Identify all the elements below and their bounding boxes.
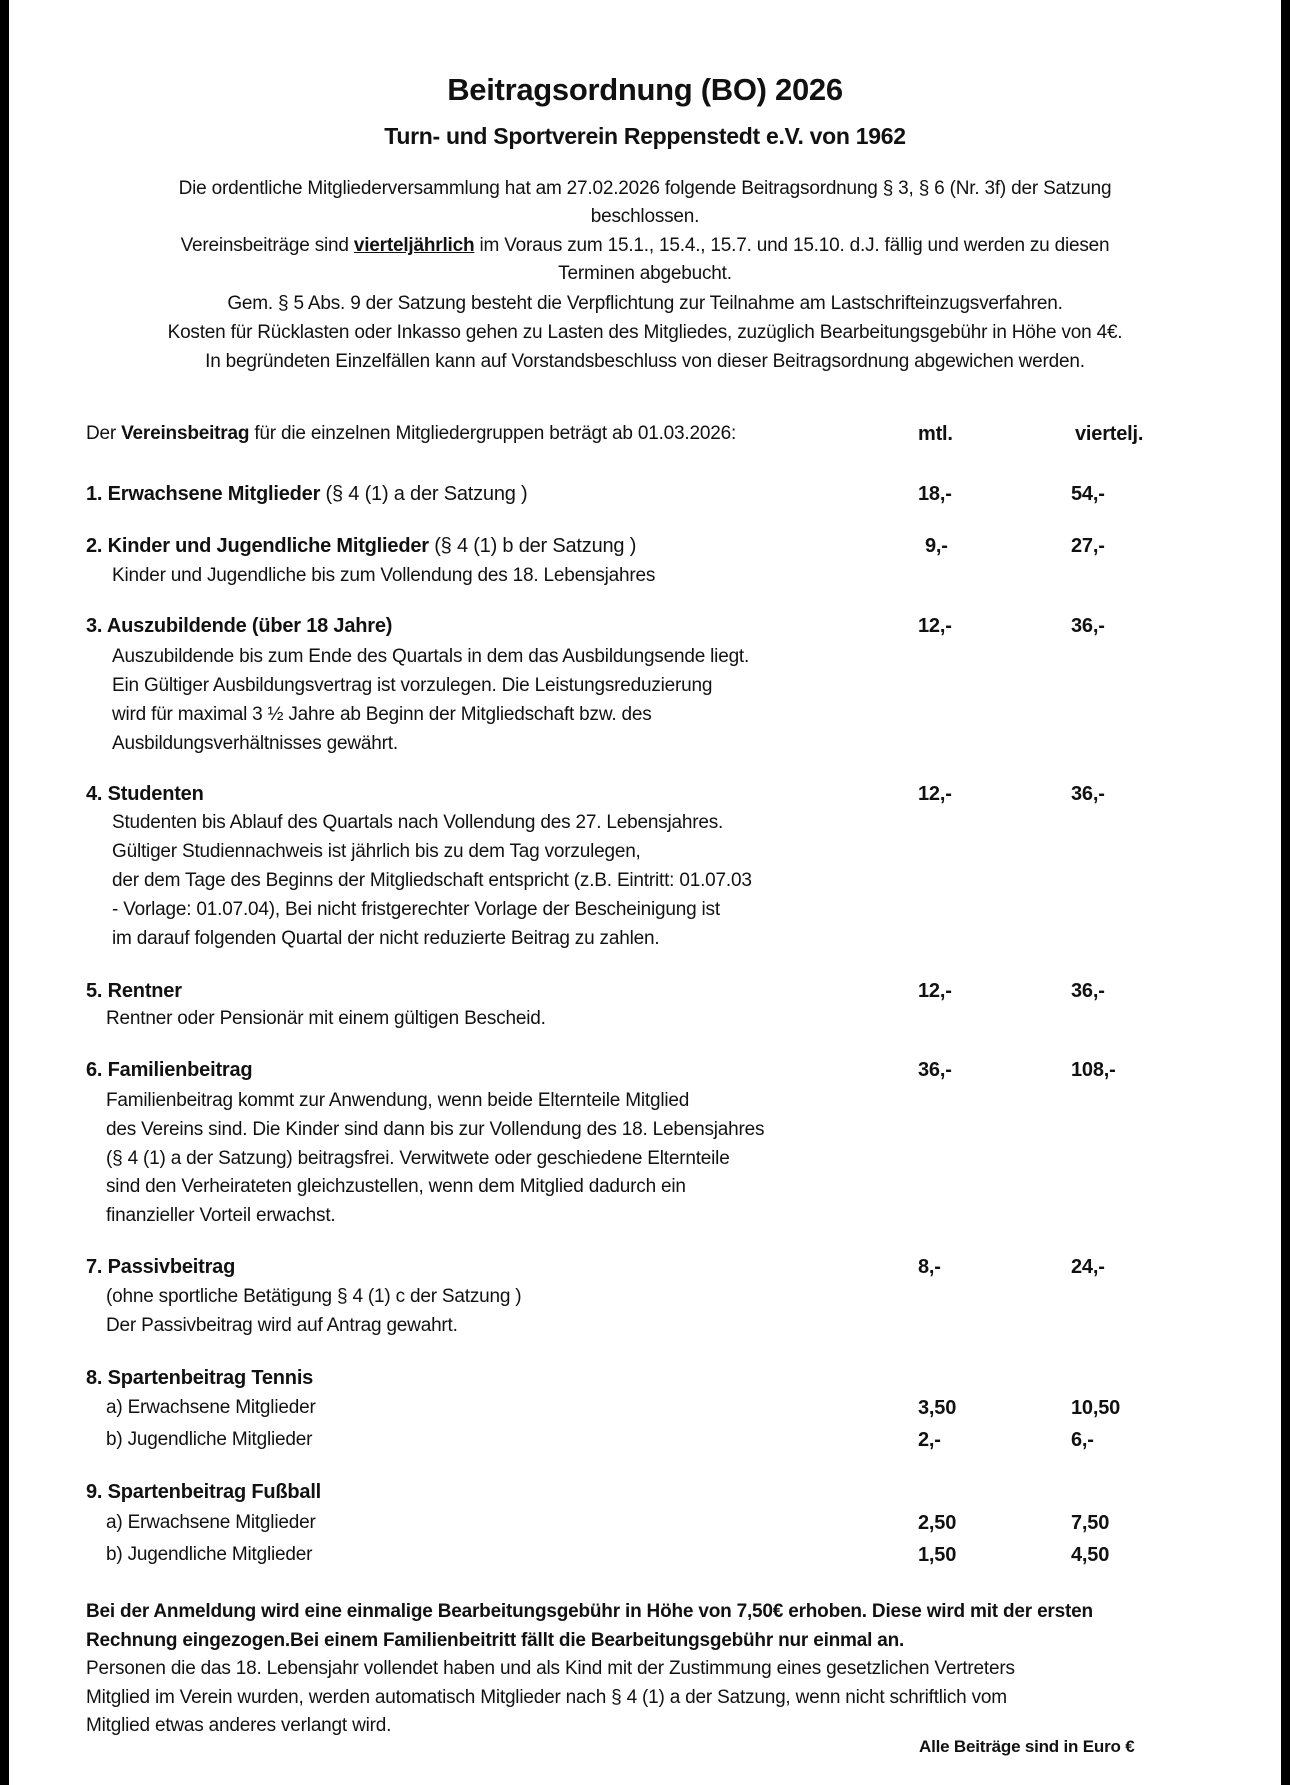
fee-quarterly: 6,- [1071, 1429, 1094, 1451]
fee-item-detail: - Vorlage: 01.07.04), Bei nicht fristgerechter Vorlage der Bescheinigung ist [112, 899, 720, 920]
division-row-label: b) Jugendliche Mitglieder [106, 1544, 313, 1565]
fee-monthly: 36,- [918, 1059, 952, 1081]
fee-item-detail: (ohne sportliche Betätigung § 4 (1) c der Satzung ) [106, 1286, 522, 1307]
fee-item-detail: Ausbildungsverhältnisses gewährt. [112, 733, 398, 754]
document-title: Beitragsordnung (BO) 2026 [447, 72, 843, 107]
fee-item-detail: finanzieller Vorteil erwachst. [106, 1205, 336, 1226]
fee-monthly: 12,- [918, 980, 952, 1002]
fee-quarterly: 4,50 [1071, 1544, 1110, 1566]
footer-registration-fee: Rechnung eingezogen.Bei einem Familienbeitritt fällt die Bearbeitungsgebühr nur einmal an. [86, 1630, 905, 1651]
fee-table-intro-emphasis: Vereinsbeitrag [121, 423, 250, 444]
fee-item-detail: Kinder und Jugendliche bis zum Vollendung des 18. Lebensjahres [112, 565, 656, 586]
intro-line: Terminen abgebucht. [558, 263, 732, 284]
intro-line: Gem. § 5 Abs. 9 der Satzung besteht die Verpflichtung zur Teilnahme am Lastschrifteinzugsverfahren. [227, 293, 1063, 314]
fee-item-detail: Ein Gültiger Ausbildungsvertrag ist vorzulegen. Die Leistungsreduzierung [112, 675, 713, 696]
fee-item-name: 2. Kinder und Jugendliche Mitglieder [86, 535, 429, 557]
division-title: 9. Spartenbeitrag Fußball [86, 1481, 322, 1503]
fee-table-intro-text: Der [86, 423, 122, 444]
fee-monthly: 12,- [918, 615, 952, 637]
fee-item-detail: im darauf folgenden Quartal der nicht reduzierte Beitrag zu zahlen. [112, 928, 660, 949]
fee-table-intro-text: für die einzelnen Mitgliedergruppen beträgt ab 01.03.2026: [249, 423, 737, 444]
division-title: 8. Spartenbeitrag Tennis [86, 1367, 314, 1389]
right-edge-bar [1281, 0, 1290, 1785]
fee-monthly: 1,50 [918, 1544, 957, 1566]
fee-item-name: 1. Erwachsene Mitglieder [86, 483, 321, 505]
intro-line: beschlossen. [590, 206, 700, 227]
fee-item-name: 4. Studenten [86, 783, 204, 805]
column-header-monthly: mtl. [918, 423, 953, 445]
fee-quarterly: 24,- [1071, 1256, 1105, 1278]
intro-line [9, 234, 1281, 258]
fee-item-name: 7. Passivbeitrag [86, 1256, 236, 1278]
currency-note: Alle Beiträge sind in Euro € [919, 1737, 1135, 1756]
left-edge-bar [0, 0, 9, 1785]
fee-item-title [86, 534, 636, 558]
fee-item-reference: (§ 4 (1) b der Satzung ) [428, 535, 637, 557]
fee-item-detail: wird für maximal 3 ½ Jahre ab Beginn der Mitgliedschaft bzw. des [112, 704, 652, 725]
fee-monthly: 18,- [918, 483, 952, 505]
fee-item-detail: Rentner oder Pensionär mit einem gültigen Bescheid. [106, 1008, 546, 1029]
fee-table-intro [86, 422, 736, 446]
fee-item-name: 6. Familienbeitrag [86, 1059, 253, 1081]
intro-text: im Voraus zum 15.1., 15.4., 15.7. und 15.10. d.J. fällig und werden zu diesen [474, 235, 1110, 256]
fee-monthly: 2,- [918, 1429, 941, 1451]
intro-line: Kosten für Rücklasten oder Inkasso gehen zu Lasten des Mitgliedes, zuzüglich Bearbeitungsgebühr in Höhe von 4€. [167, 322, 1123, 343]
footer-note: Personen die das 18. Lebensjahr vollendet haben und als Kind mit der Zustimmung eines gesetzlichen Vertreters [86, 1658, 1015, 1679]
fee-item-detail: Studenten bis Ablauf des Quartals nach Vollendung des 27. Lebensjahres. [112, 812, 724, 833]
division-row-label: a) Erwachsene Mitglieder [106, 1397, 316, 1418]
footer-note: Mitglied im Verein wurden, werden automatisch Mitglieder nach § 4 (1) a der Satzung, wenn nicht schriftlich vom [86, 1687, 1007, 1708]
fee-quarterly: 108,- [1071, 1059, 1116, 1081]
fee-quarterly: 36,- [1071, 980, 1105, 1002]
fee-item-detail: Auszubildende bis zum Ende des Quartals in dem das Ausbildungsende liegt. [112, 646, 750, 667]
fee-quarterly: 36,- [1071, 615, 1105, 637]
fee-item-detail: Gültiger Studiennachweis ist jährlich bis zu dem Tag vorzulegen, [112, 841, 641, 862]
intro-line: In begründeten Einzelfällen kann auf Vorstandsbeschluss von dieser Beitragsordnung abgewichen werden. [205, 351, 1085, 372]
document-subtitle: Turn- und Sportverein Reppenstedt e.V. von 1962 [384, 123, 906, 149]
fee-item-detail: sind den Verheirateten gleichzustellen, wenn dem Mitglied dadurch ein [106, 1176, 686, 1197]
footer-note: Mitglied etwas anderes verlangt wird. [86, 1715, 392, 1736]
fee-item-detail: der dem Tage des Beginns der Mitgliedschaft entspricht (z.B. Eintritt: 01.07.03 [112, 870, 752, 891]
intro-text: Vereinsbeiträge sind [180, 235, 354, 256]
column-header-quarterly: viertelj. [1075, 423, 1144, 445]
fee-quarterly: 7,50 [1071, 1512, 1110, 1534]
fee-quarterly: 10,50 [1071, 1397, 1121, 1419]
division-row-label: a) Erwachsene Mitglieder [106, 1512, 316, 1533]
fee-item-name: 3. Auszubildende (über 18 Jahre) [86, 615, 393, 637]
fee-item-detail: Der Passivbeitrag wird auf Antrag gewahrt. [106, 1315, 458, 1336]
fee-item-title [86, 482, 528, 506]
fee-monthly: 9,- [925, 535, 948, 557]
fee-item-detail: Familienbeitrag kommt zur Anwendung, wenn beide Elternteile Mitglied [106, 1090, 690, 1111]
fee-monthly: 12,- [918, 783, 952, 805]
fee-item-detail: (§ 4 (1) a der Satzung) beitragsfrei. Verwitwete oder geschiedene Elternteile [106, 1148, 730, 1169]
fee-monthly: 2,50 [918, 1512, 957, 1534]
footer-registration-fee: Bei der Anmeldung wird eine einmalige Bearbeitungsgebühr in Höhe von 7,50€ erhoben. Diese wird mit der ersten [86, 1601, 1093, 1622]
fee-item-name: 5. Rentner [86, 980, 182, 1002]
fee-quarterly: 27,- [1071, 535, 1105, 557]
fee-monthly: 8,- [918, 1256, 941, 1278]
fee-quarterly: 54,- [1071, 483, 1105, 505]
division-row-label: b) Jugendliche Mitglieder [106, 1429, 313, 1450]
intro-emphasis: vierteljährlich [353, 235, 475, 256]
fee-quarterly: 36,- [1071, 783, 1105, 805]
fee-monthly: 3,50 [918, 1397, 957, 1419]
fee-item-reference: (§ 4 (1) a der Satzung ) [320, 483, 528, 505]
fee-item-detail: des Vereins sind. Die Kinder sind dann bis zur Vollendung des 18. Lebensjahres [106, 1119, 765, 1140]
intro-line: Die ordentliche Mitgliederversammlung hat am 27.02.2026 folgende Beitragsordnung § 3, § 6 (Nr. 3f) der Satzung [178, 178, 1112, 199]
